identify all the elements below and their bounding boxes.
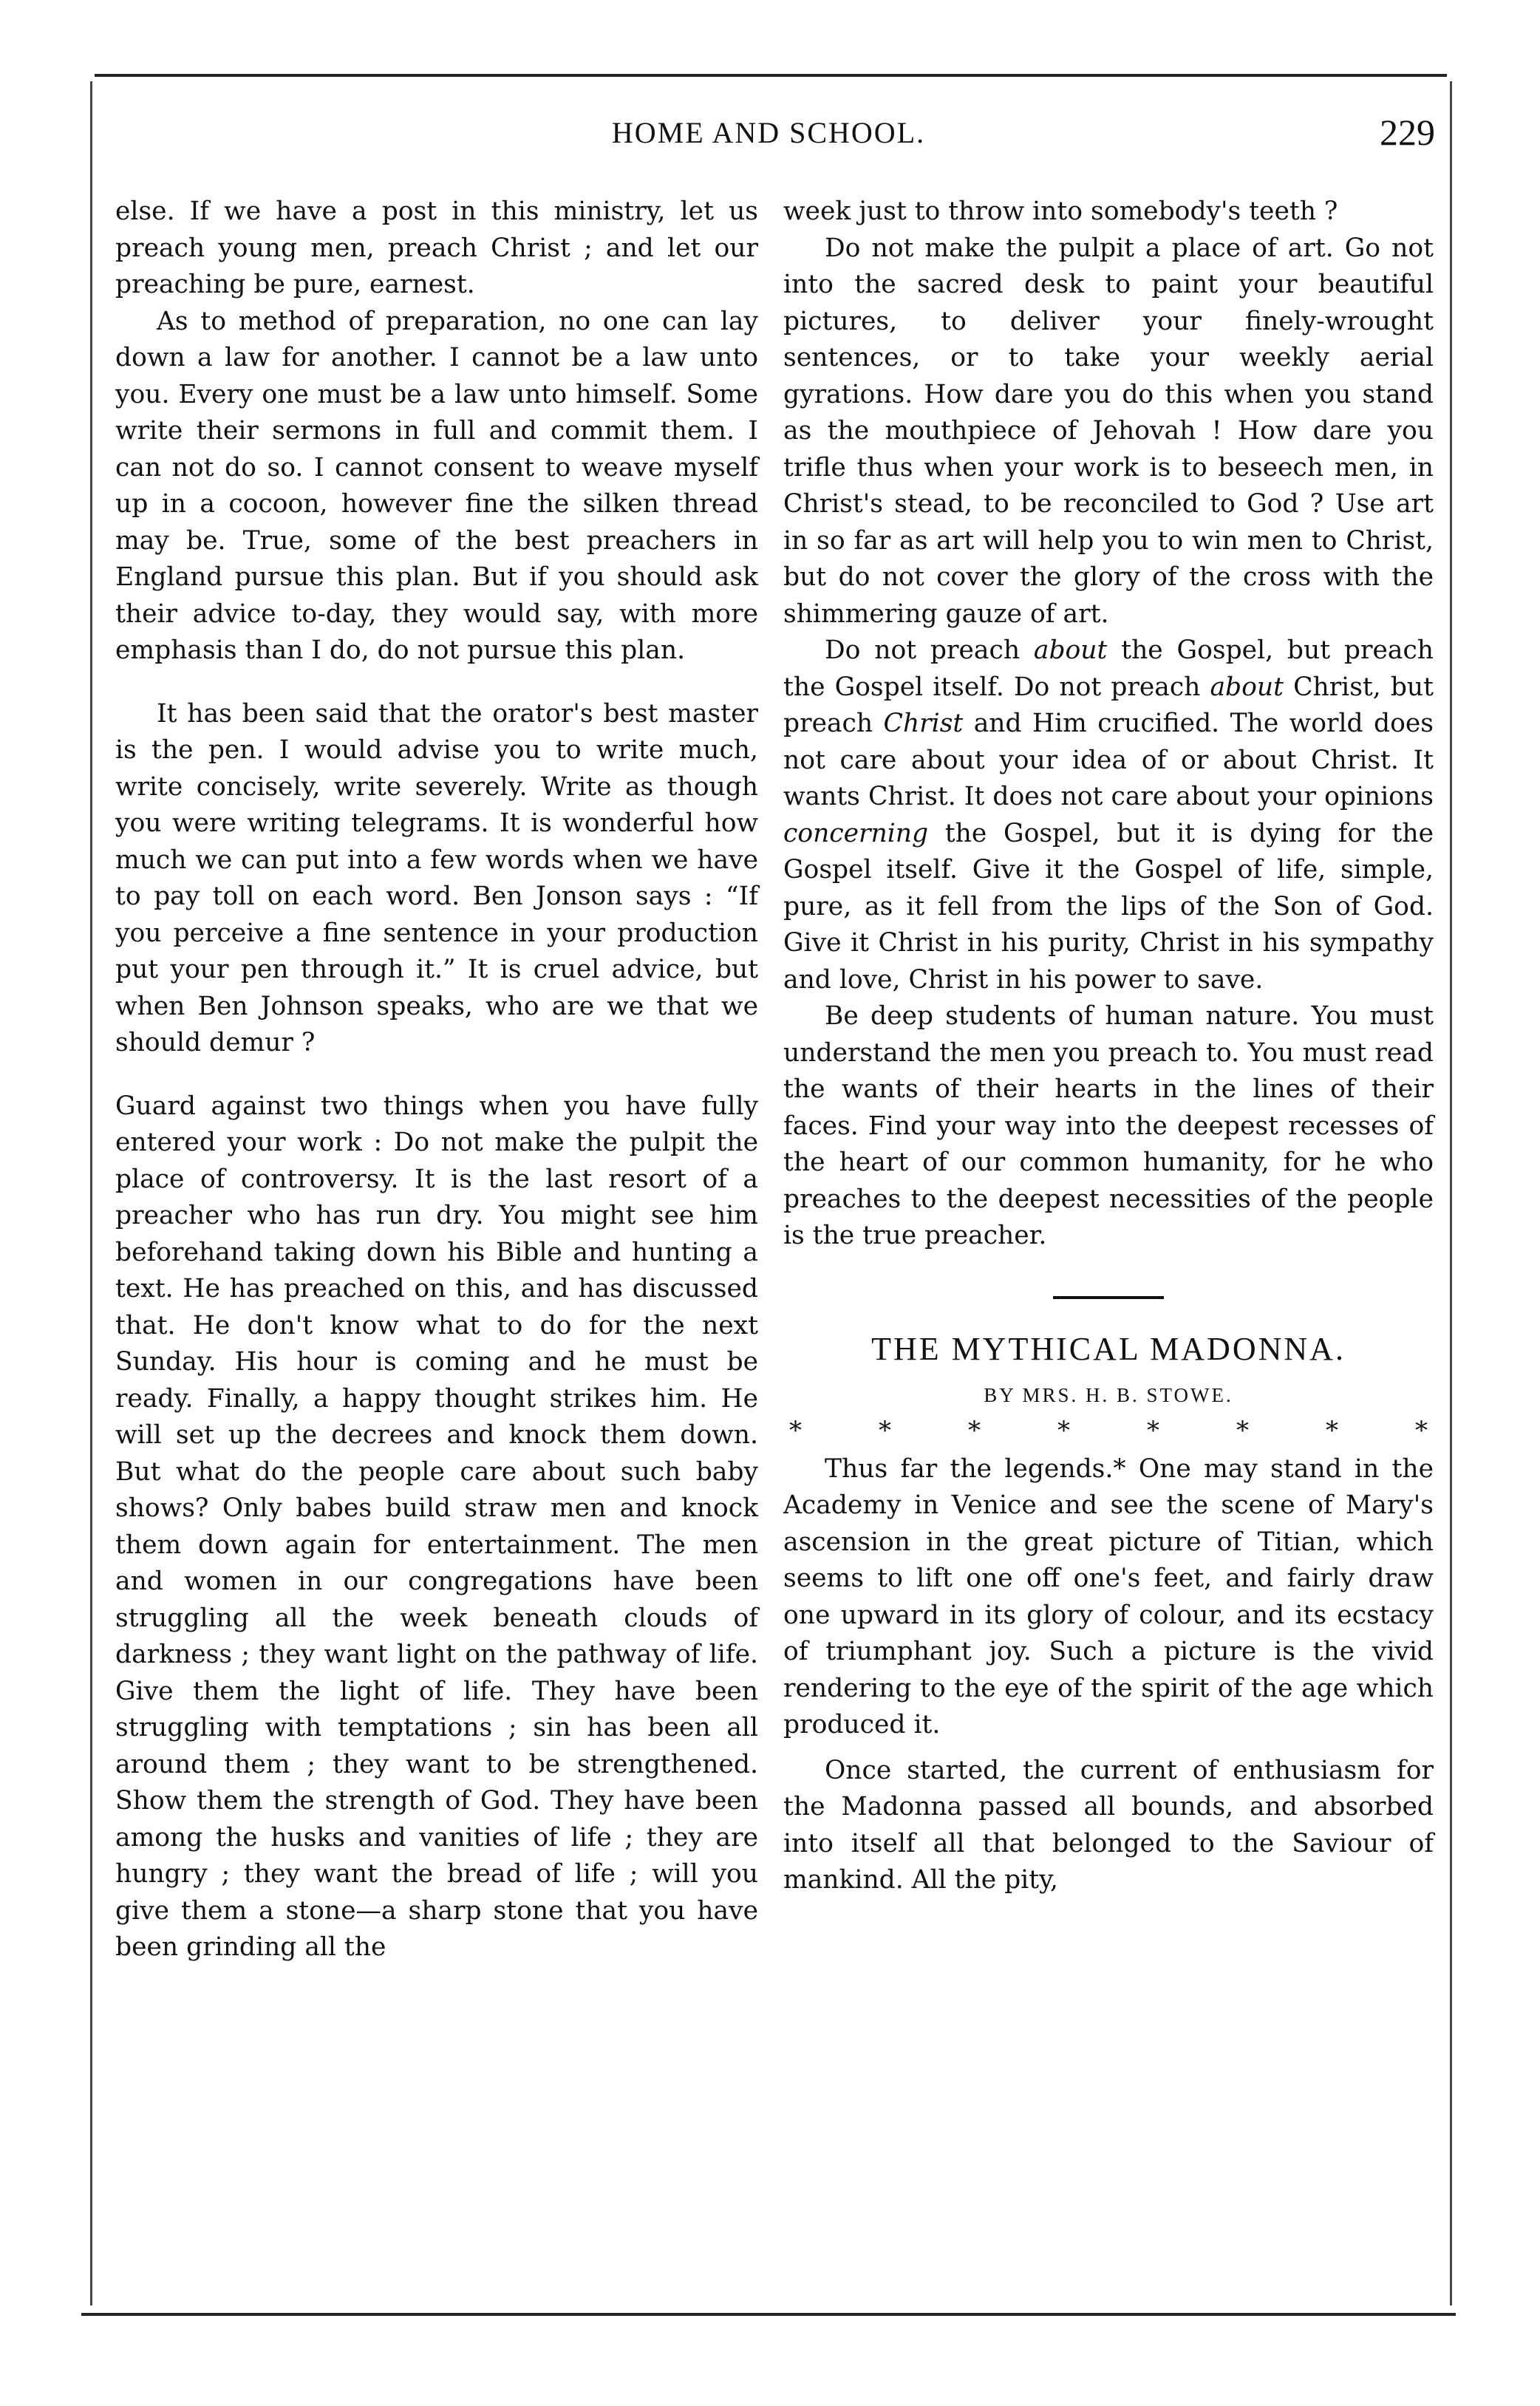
asterism-row xyxy=(783,1414,1434,1447)
p3-emphasis-concerning: concerning xyxy=(783,818,929,848)
p3-text-e: Christ, but preach xyxy=(783,672,1434,738)
top-rule xyxy=(95,74,1447,77)
left-paragraph-4: Guard against two things when you have fully entered your work : Do not make the pulpit the place of controversy. It is the last resort of a preacher who has run dry. You might see him beforehand taking down his Bible and hunting a text. He has preached on this, and has discussed that. He don't know what to do for the next Sunday. His hour is coming and he must be ready. Finally, a happy thought strikes him. He will set up the decrees and knock them down. But what do the people care about such baby shows? Only babes build straw men and knock them down again for entertainment. The men and women in our congregations have been struggling all the week beneath clouds of darkness ; they want light on the pathway of life. Give them the light of life. They have been struggling with temptations ; sin has been all around them ; they want to be strengthened. Show them the strength of God. They have been among the husks and vanities of life ; they are hungry ; they want the bread of life ; will you give them a stone—a sharp stone that you have been grinding all the xyxy=(115,1091,758,1962)
bottom-rule xyxy=(81,2313,1456,2316)
right-paragraph-1: week just to throw into somebody's teeth ? xyxy=(783,197,1338,226)
section-divider xyxy=(1053,1296,1164,1299)
p3-emphasis-about-2: about xyxy=(1210,672,1284,702)
left-column xyxy=(115,194,758,1966)
p3-emphasis-about-1: about xyxy=(1033,635,1108,665)
p3-text-g: and Him crucified. The world does not care about your idea of or about Christ. It wants Christ. It does not care about your opinions xyxy=(783,709,1434,811)
asterisk: * xyxy=(1326,1415,1338,1445)
asterisk: * xyxy=(1147,1415,1159,1445)
right-paragraph-3 xyxy=(783,633,1434,998)
p3-text-a: Do not preach xyxy=(825,635,1034,665)
left-border-line xyxy=(90,81,92,2306)
asterisk: * xyxy=(1236,1415,1249,1445)
p3-text-i: the Gospel, but it is dying for the Gospel itself. Give it the Gospel of life, simple, pure, as it fell from the lips of the Son of God. Give it Christ in his purity, Christ in his sympathy and love, Christ in his power to save. xyxy=(783,818,1434,995)
page-number: 229 xyxy=(1380,112,1435,153)
p3-text-c: the Gospel, but preach the Gospel itself. Do not preach xyxy=(783,635,1434,702)
left-paragraph-3: It has been said that the orator's best master is the pen. I would advise you to write much, write concisely, write severely. Write as though you were writing telegrams. It is wonderful how much we can put into a few words when we have to pay toll on each word. Ben Jonson says : “If you perceive a fine sentence in your production put your pen through it.” It is cruel advice, but when Ben Johnson speaks, who are we that we should demur ? xyxy=(115,698,758,1057)
article-title: THE MYTHICAL MADONNA. xyxy=(871,1330,1346,1367)
article-byline: BY MRS. H. B. STOWE. xyxy=(984,1383,1233,1406)
asterisk: * xyxy=(968,1415,981,1445)
page-header xyxy=(96,111,1441,163)
left-paragraph-1: else. If we have a post in this ministry, let us preach young men, preach Christ ; and let our preaching be pure, earnest. xyxy=(115,197,758,299)
right-paragraph-6: Once started, the current of enthusiasm for the Madonna passed all bounds, and absorbed into itself all that belonged to the Saviour of mankind. All the pity, xyxy=(783,1755,1434,1895)
asterisk: * xyxy=(789,1415,802,1445)
right-column xyxy=(783,194,1434,1899)
asterisk: * xyxy=(1057,1415,1070,1445)
right-paragraph-2: Do not make the pulpit a place of art. Go not into the sacred desk to paint your beautiful pictures, to deliver your finely-wrought sentences, or to take your weekly aerial gyrations. How dare you do this when you stand as the mouthpiece of Jehovah ! How dare you trifle thus when your work is to beseech men, in Christ's stead, to be reconciled to God ? Use art in so far as art will help you to win men to Christ, but do not cover the glory of the cross with the shimmering gauze of art. xyxy=(783,233,1434,629)
p3-emphasis-christ: Christ xyxy=(883,709,964,738)
asterisk: * xyxy=(879,1415,891,1445)
right-border-line xyxy=(1450,81,1452,2306)
right-paragraph-4: Be deep students of human nature. You must understand the men you preach to. You must read the wants of their hearts in the lines of their faces. Find your way into the deepest recesses of the heart of our common humanity, for he who preaches to the deepest necessities of the people is the true preacher. xyxy=(783,1001,1434,1250)
running-head: HOME AND SCHOOL. xyxy=(611,116,926,149)
asterisk: * xyxy=(1415,1415,1428,1445)
right-paragraph-5: Thus far the legends.* One may stand in the Academy in Venice and see the scene of Mary's ascension in the great picture of Titian, which seems to lift one off one's feet, and fairly draw one upward in its glory of colour, and its ecstacy of triumphant joy. Such a picture is the vivid rendering to the eye of the spirit of the age which produced it. xyxy=(783,1454,1434,1739)
left-paragraph-2: As to method of preparation, no one can lay down a law for another. I cannot be a law unto you. Every one must be a law unto himself. Some write their sermons in full and commit them. I can not do so. I cannot consent to weave myself up in a cocoon, however fine the silken thread may be. True, some of the best preachers in England pursue this plan. But if you should ask their advice to-day, they would say, with more emphasis than I do, do not pursue this plan. xyxy=(115,306,758,665)
